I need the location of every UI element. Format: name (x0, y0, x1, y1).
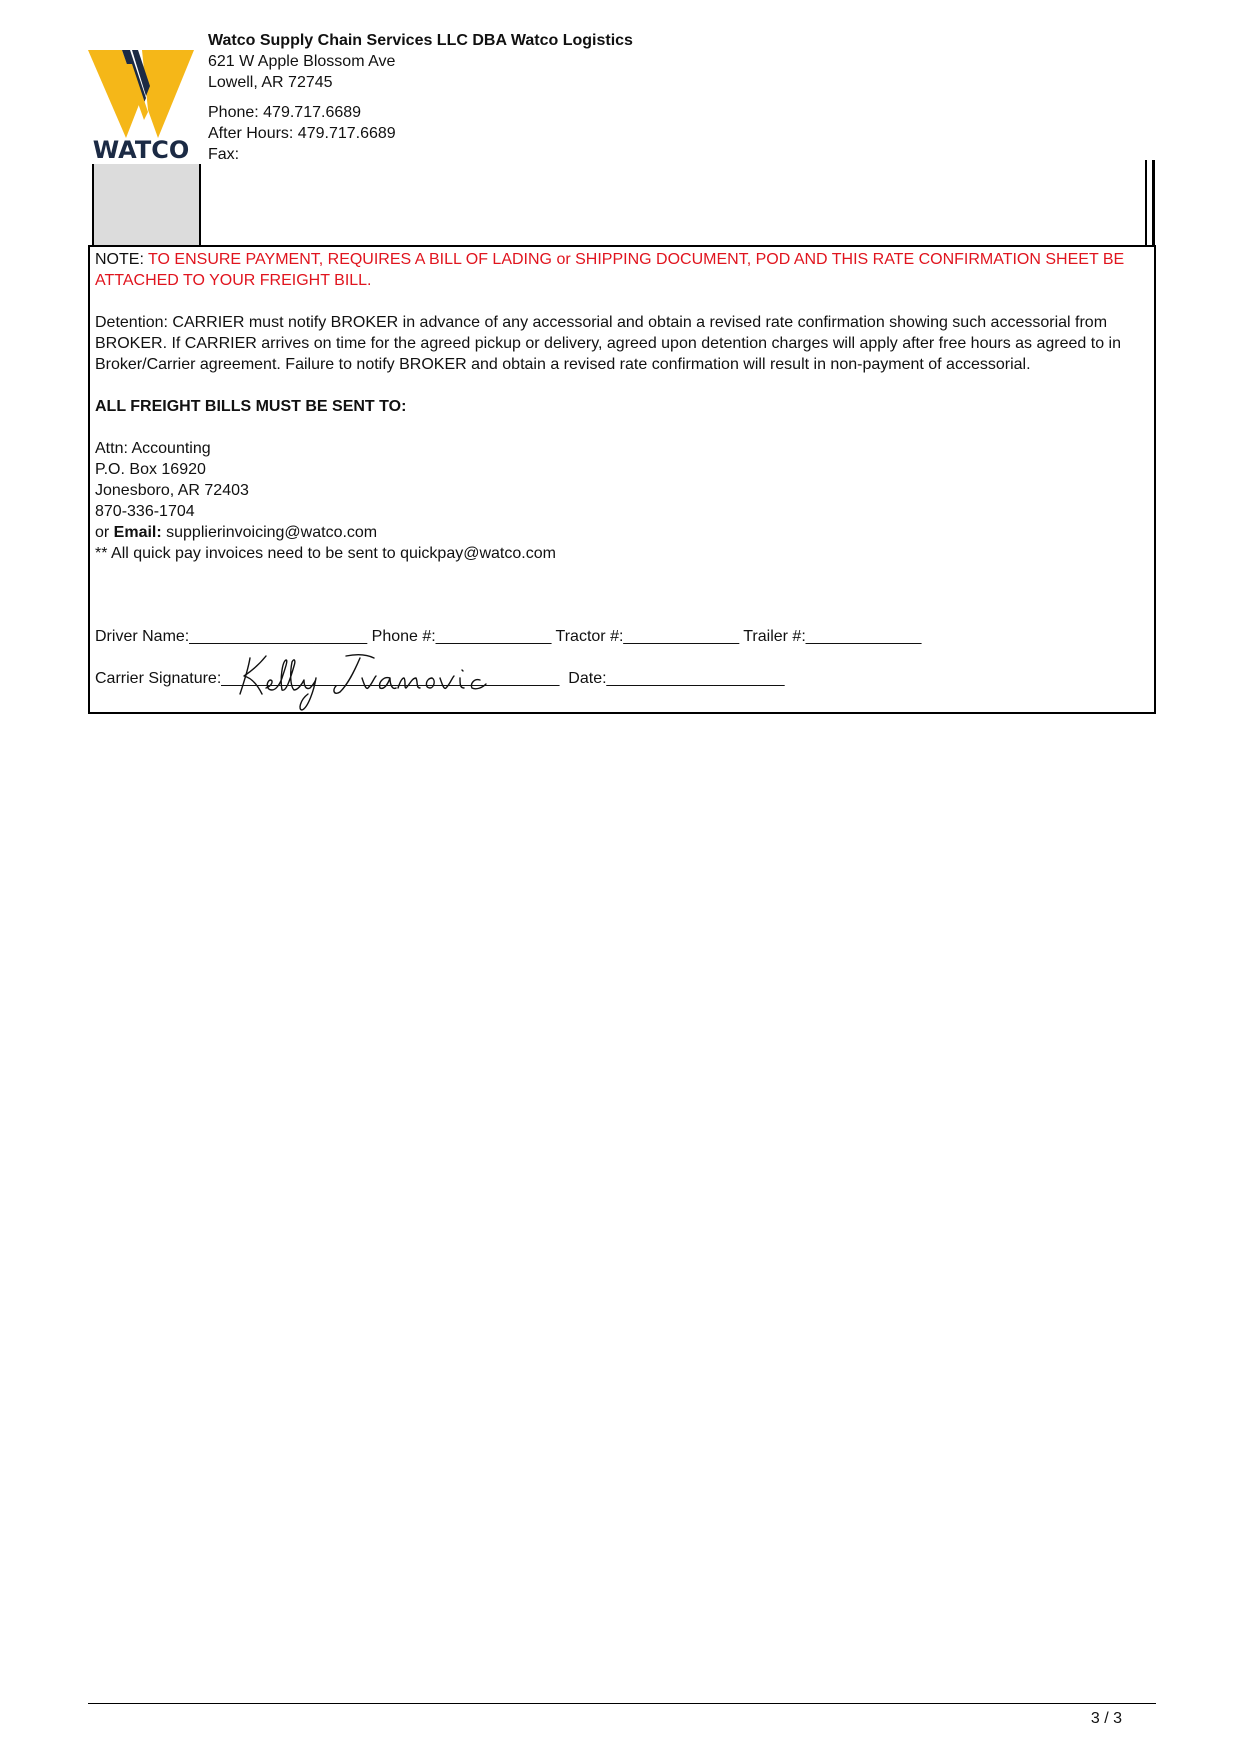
company-name: Watco Supply Chain Services LLC DBA Watco Logistics (208, 32, 633, 49)
carrier-signature-row[interactable]: Carrier Signature:______________________________________ Date:____________________ (95, 670, 785, 687)
note-label: NOTE: (95, 251, 149, 268)
page-number: 3 / 3 (1090, 1710, 1122, 1727)
po-box-line: P.O. Box 16920 (95, 461, 206, 478)
attn-line: Attn: Accounting (95, 440, 211, 457)
city-line: Jonesboro, AR 72403 (95, 482, 249, 499)
payment-note (95, 249, 1125, 291)
company-block (208, 30, 633, 165)
footer-rule (88, 1703, 1156, 1704)
email-address: supplierinvoicing@watco.com (161, 524, 378, 541)
table-right-border-inner (1145, 160, 1147, 246)
driver-info-row[interactable]: Driver Name:____________________ Phone #:_____________ Tractor #:_____________ Trailer #:_____________ (95, 628, 922, 645)
company-fax: Fax: (208, 146, 240, 163)
quickpay-line: ** All quick pay invoices need to be sent to quickpay@watco.com (95, 545, 556, 562)
table-grey-cell (94, 164, 201, 246)
watco-logo (88, 46, 194, 162)
detention-paragraph: Detention: CARRIER must notify BROKER in advance of any accessorial and obtain a revised rate confirmation showing such accessorial from BROKER. If CARRIER arrives on time for the agreed pickup or delivery, agreed upon detention charges will apply after free hours as agreed to in Broker/Carrier agreement. Failure to notify BROKER and obtain a revised rate confirmation will result in non-payment of accessorial. (95, 314, 1121, 373)
handwritten-signature (236, 650, 492, 712)
table-right-border (1152, 160, 1155, 246)
company-address-line1: 621 W Apple Blossom Ave (208, 53, 396, 70)
email-prefix: or (95, 524, 114, 541)
email-label: Email: (113, 524, 162, 541)
freight-bills-heading: ALL FREIGHT BILLS MUST BE SENT TO: (95, 398, 407, 415)
company-after-hours: After Hours: 479.717.6689 (208, 125, 396, 142)
company-phone: Phone: 479.717.6689 (208, 104, 362, 121)
note-text: TO ENSURE PAYMENT, REQUIRES A BILL OF LADING or SHIPPING DOCUMENT, POD AND THIS RATE CONFIRMATION SHEET BE ATTACHED TO YOUR FREIGHT BILL. (95, 251, 1125, 289)
watco-logo-mark (88, 46, 194, 162)
company-address-line2: Lowell, AR 72745 (208, 74, 333, 91)
logo-wordmark: WATCO (92, 136, 190, 162)
terms-content (95, 249, 1125, 564)
email-line (95, 522, 1125, 543)
accounting-phone: 870-336-1704 (95, 503, 195, 520)
